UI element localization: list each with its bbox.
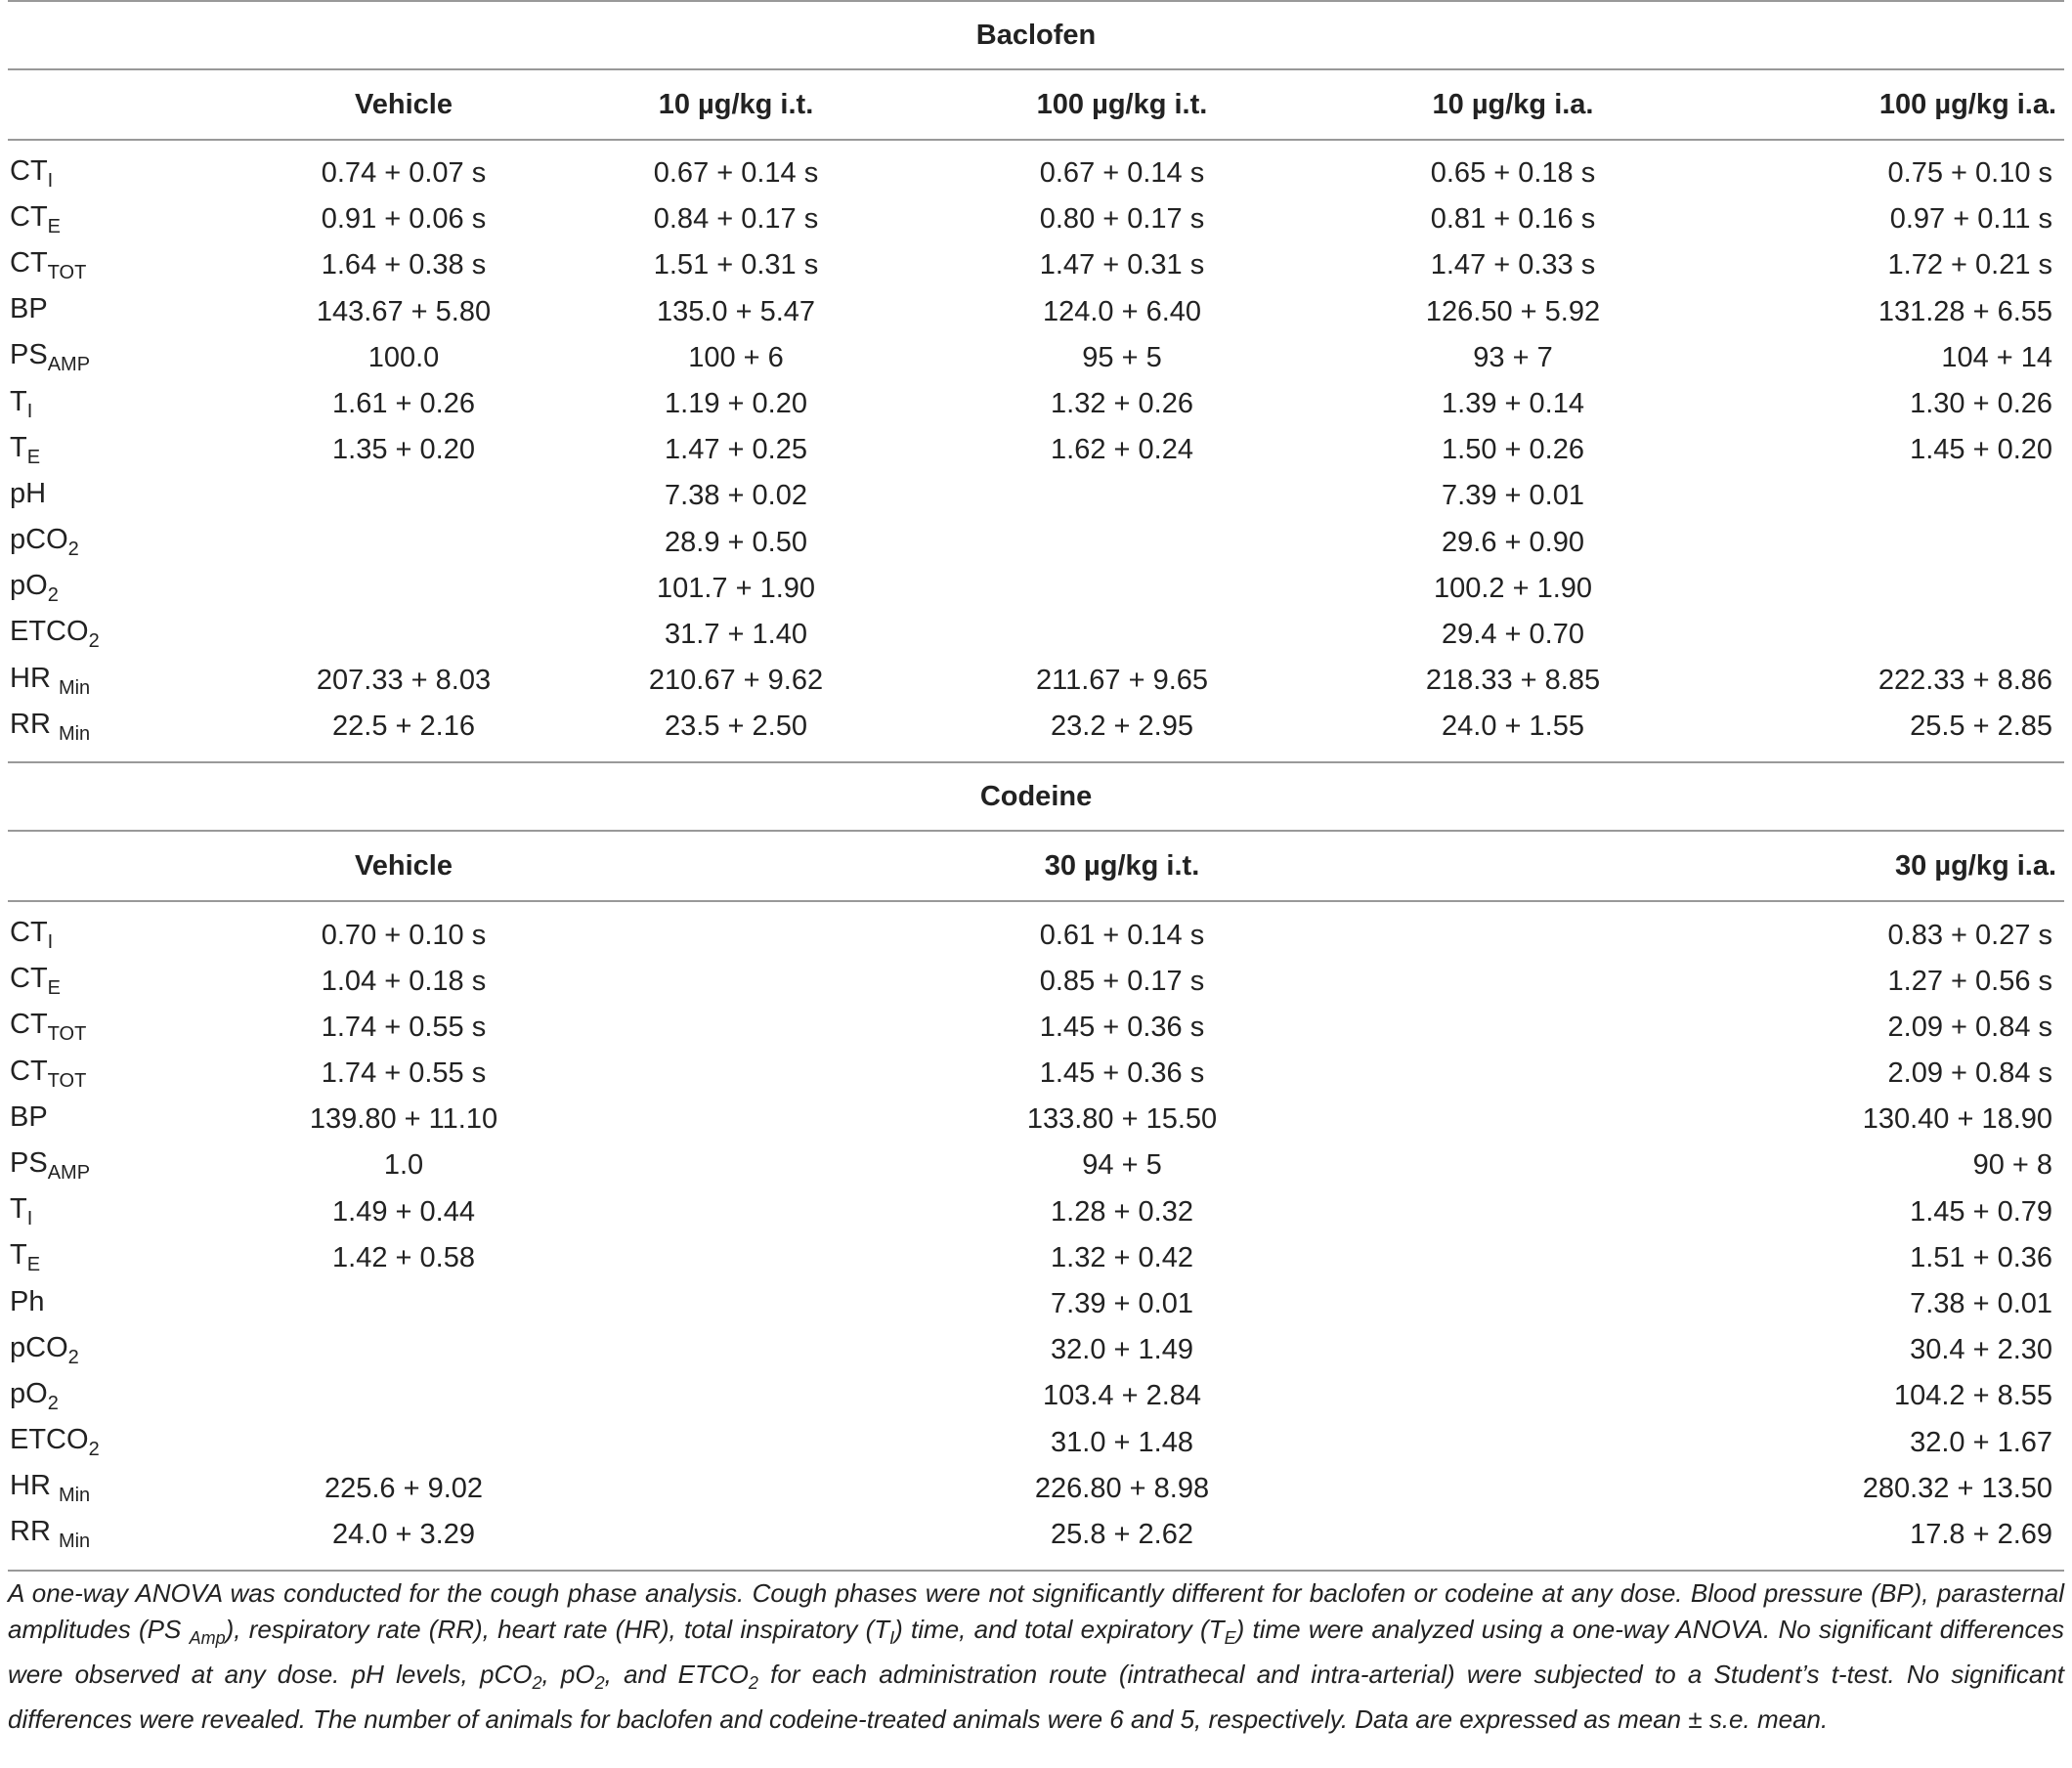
column-header [8, 831, 262, 901]
table-cell: 24.0 + 1.55 [1442, 711, 1584, 743]
footnote-subscript: 2 [748, 1673, 758, 1694]
table-cell: 207.33 + 8.03 [316, 665, 492, 697]
table-cell: 93 + 7 [1473, 341, 1553, 373]
table-cell: 218.33 + 8.85 [1425, 665, 1601, 697]
table-cell: 225.6 + 9.02 [324, 1472, 484, 1504]
table-cell: 94 + 5 [1082, 1149, 1162, 1182]
table-row [8, 1281, 2064, 1327]
row-label-text: CT [10, 200, 48, 233]
spacer [8, 901, 2064, 912]
row-label [8, 520, 262, 566]
table-cell [545, 1051, 927, 1097]
table-cell: 101.7 + 1.90 [656, 572, 816, 604]
table-row [8, 1420, 2064, 1466]
row-label-text: pO [10, 570, 48, 602]
table-row [8, 704, 2064, 750]
table-cell: 32.0 + 1.49 [1051, 1334, 1193, 1366]
table-cell [545, 1373, 927, 1419]
table-cell: 133.80 + 15.50 [1026, 1103, 1218, 1136]
table-row [8, 1189, 2064, 1235]
row-label-text: CT [10, 963, 48, 995]
table-cell: 1.51 + 0.36 [1910, 1241, 2053, 1273]
row-label-subscript: 2 [67, 1346, 79, 1368]
row-label-subscript: AMP [47, 354, 91, 376]
table-cell: 25.8 + 2.62 [1051, 1518, 1193, 1550]
row-label [8, 1235, 262, 1281]
row-label [8, 473, 262, 519]
table-cell: 1.74 + 0.55 s [321, 1057, 487, 1090]
table-cell: 131.28 + 6.55 [1878, 295, 2053, 327]
row-label-subscript: TOT [47, 261, 87, 283]
table-cell [262, 1373, 545, 1419]
row-label-text: CT [10, 1055, 48, 1087]
row-label-subscript: E [26, 1254, 41, 1276]
row-label-text: T [10, 1193, 27, 1226]
row-label-subscript: 2 [88, 630, 100, 653]
spacer [8, 140, 2064, 151]
table-cell: 210.67 + 9.62 [648, 665, 824, 697]
row-label-subscript: E [47, 977, 62, 1000]
row-label-text: HR [10, 1470, 59, 1502]
table-cell: 222.33 + 8.86 [1878, 665, 2053, 697]
table-cell: 7.38 + 0.01 [1910, 1288, 2053, 1320]
table-cell [1317, 1143, 1708, 1188]
table-row [8, 427, 2064, 473]
footnote-subscript: 2 [532, 1673, 542, 1694]
row-label [8, 196, 262, 242]
row-label-subscript: Min [58, 1485, 91, 1507]
table-cell: 1.28 + 0.32 [1051, 1195, 1193, 1228]
table-cell [262, 1281, 545, 1327]
table-cell [927, 566, 1317, 612]
row-label-text: PS [10, 339, 48, 371]
table-cell: 143.67 + 5.80 [316, 295, 492, 327]
row-label-subscript: I [47, 931, 54, 954]
table-cell: 22.5 + 2.16 [332, 711, 475, 743]
table-cell: 100.2 + 1.90 [1433, 572, 1593, 604]
table-cell: 1.19 + 0.20 [665, 388, 807, 420]
table-cell: 31.7 + 1.40 [665, 618, 807, 650]
table-cell: 1.61 + 0.26 [332, 388, 475, 420]
footnote-text: ), respiratory rate (RR), heart rate (HR), total inspiratory (T [225, 1615, 890, 1645]
table-cell: 30.4 + 2.30 [1910, 1334, 2053, 1366]
table-cell [1708, 566, 2064, 612]
column-header [545, 831, 927, 901]
table-cell [262, 1420, 545, 1466]
table-cell: 211.67 + 9.65 [1035, 665, 1209, 697]
table-cell: 29.4 + 0.70 [1442, 618, 1584, 650]
table-row [8, 566, 2064, 612]
row-label-subscript: 2 [88, 1439, 100, 1461]
spacer-row [8, 140, 2064, 151]
table-cell [1317, 1327, 1708, 1373]
footnote-subscript: I [889, 1628, 895, 1649]
section-divider [8, 750, 2064, 762]
table-cell: 2.09 + 0.84 s [1887, 1057, 2053, 1090]
table-cell: 1.47 + 0.25 [665, 434, 807, 466]
footnote-text: A one-way ANOVA was conducted for the cough phase analysis. Cough phases were not significantly different for baclofen or codeine at any dose. Blood pressure (BP), parasternal amplitudes (PS [8, 1578, 2064, 1645]
table-cell [545, 1143, 927, 1188]
row-label-subscript: TOT [47, 1023, 87, 1046]
table-cell: 1.27 + 0.56 s [1887, 965, 2053, 997]
table-cell [1317, 1281, 1708, 1327]
table-cell: 0.67 + 0.14 s [653, 157, 819, 190]
table-cell [1708, 612, 2064, 658]
table-cell: 124.0 + 6.40 [1042, 295, 1202, 327]
footnote-subscript: Amp [189, 1628, 226, 1649]
table-row [8, 1235, 2064, 1281]
spacer-row [8, 901, 2064, 912]
table-cell: 280.32 + 13.50 [1862, 1472, 2053, 1504]
row-label-text: CT [10, 917, 48, 949]
row-label-subscript: E [26, 446, 41, 468]
section-title: Codeine [8, 762, 2064, 831]
table-cell: 226.80 + 8.98 [1034, 1472, 1210, 1504]
table-cell [545, 1466, 927, 1512]
table-cell [545, 1512, 927, 1558]
column-header: Vehicle [262, 831, 545, 901]
row-label-subscript: I [26, 1208, 33, 1230]
row-label-text: CT [10, 154, 48, 187]
table-cell [545, 912, 927, 958]
row-label-text: Ph [10, 1285, 45, 1317]
table-cell [262, 612, 545, 658]
table-cell: 1.74 + 0.55 s [321, 1011, 487, 1043]
row-label [8, 381, 262, 427]
table-cell: 100.0 [367, 341, 440, 373]
table-cell: 1.45 + 0.36 s [1039, 1057, 1205, 1090]
row-label [8, 1512, 262, 1558]
table-cell [545, 1097, 927, 1143]
table-cell: 32.0 + 1.67 [1910, 1426, 2053, 1458]
divider [8, 1558, 2064, 1571]
table-cell: 1.35 + 0.20 [332, 434, 475, 466]
table-cell [545, 1189, 927, 1235]
baclofen-header-row [8, 69, 2064, 140]
table-row [8, 1097, 2064, 1143]
table-cell: 1.64 + 0.38 s [321, 249, 487, 281]
row-label-subscript: AMP [47, 1161, 91, 1184]
table-cell [545, 1235, 927, 1281]
footnote-text: ) time were analyzed using a one-way ANOVA. No significant differences were observed at any dose. pH levels, pCO [8, 1615, 2064, 1690]
table-cell: 7.38 + 0.02 [665, 480, 807, 512]
table-cell [927, 520, 1317, 566]
row-label-text: BP [10, 293, 48, 325]
row-label [8, 1281, 262, 1327]
table-cell [1317, 1466, 1708, 1512]
footnote-text: ) time, and total expiratory (T [894, 1615, 1225, 1645]
table-cell: 1.49 + 0.44 [332, 1195, 475, 1228]
table-cell: 1.47 + 0.31 s [1039, 249, 1205, 281]
table-row [8, 1143, 2064, 1188]
divider [8, 750, 2064, 762]
table-row [8, 473, 2064, 519]
table-cell: 135.0 + 5.47 [656, 295, 816, 327]
footnote-subscript: E [1224, 1628, 1236, 1649]
table-row [8, 381, 2064, 427]
table-cell: 1.50 + 0.26 [1442, 434, 1584, 466]
section-title: Baclofen [8, 1, 2064, 69]
table-cell: 90 + 8 [1972, 1149, 2053, 1182]
column-header: 10 µg/kg i.t. [545, 69, 927, 140]
table-cell: 17.8 + 2.69 [1910, 1518, 2053, 1550]
table-cell: 0.61 + 0.14 s [1039, 919, 1205, 951]
table-cell [545, 959, 927, 1005]
table-cell: 1.04 + 0.18 s [321, 965, 487, 997]
table-row [8, 1327, 2064, 1373]
baclofen-section-title [8, 1, 2064, 69]
row-label-text: pH [10, 477, 47, 509]
table-cell: 1.62 + 0.24 [1051, 434, 1193, 466]
row-label [8, 1189, 262, 1235]
table-cell: 95 + 5 [1082, 341, 1162, 373]
table-row [8, 1373, 2064, 1419]
table-cell [545, 1327, 927, 1373]
table-cell [545, 1281, 927, 1327]
row-label [8, 704, 262, 750]
row-label [8, 335, 262, 381]
table-cell: 130.40 + 18.90 [1862, 1103, 2053, 1136]
table-row [8, 151, 2064, 196]
row-label [8, 1143, 262, 1188]
row-label-text: T [10, 431, 27, 463]
table-cell [1317, 1373, 1708, 1419]
table-cell: 7.39 + 0.01 [1051, 1288, 1193, 1320]
row-label-subscript: Min [58, 676, 91, 699]
table-cell: 1.45 + 0.36 s [1039, 1011, 1205, 1043]
table-row [8, 520, 2064, 566]
table-cell: 28.9 + 0.50 [665, 526, 807, 558]
table-cell: 1.30 + 0.26 [1910, 388, 2053, 420]
table-cell: 1.42 + 0.58 [332, 1241, 475, 1273]
table-page [8, 0, 2064, 1738]
row-label [8, 959, 262, 1005]
column-header [1317, 831, 1708, 901]
table-cell: 2.09 + 0.84 s [1887, 1011, 2053, 1043]
table-cell: 1.0 [383, 1149, 424, 1182]
table-cell: 0.83 + 0.27 s [1887, 919, 2053, 951]
table-footnote [8, 1575, 2064, 1738]
row-label-subscript: I [26, 400, 33, 422]
table-row [8, 612, 2064, 658]
table-row [8, 1512, 2064, 1558]
column-header: 10 µg/kg i.a. [1317, 69, 1708, 140]
row-label [8, 427, 262, 473]
row-label [8, 242, 262, 288]
row-label [8, 912, 262, 958]
table-row [8, 1005, 2064, 1051]
row-label-subscript: 2 [47, 584, 59, 607]
row-label-text: PS [10, 1146, 48, 1179]
table-cell [1708, 473, 2064, 519]
table-cell [927, 473, 1317, 519]
table-bottom-rule [8, 1558, 2064, 1571]
row-label-subscript: I [47, 169, 54, 192]
footnote-text: , pO [541, 1660, 595, 1690]
table-cell: 0.91 + 0.06 s [321, 203, 487, 236]
table-cell: 0.67 + 0.14 s [1039, 157, 1205, 190]
row-label-text: pCO [10, 524, 68, 556]
table-cell [545, 1420, 927, 1466]
row-label-text: CT [10, 1009, 48, 1041]
row-label [8, 289, 262, 335]
table-cell: 1.32 + 0.42 [1051, 1241, 1193, 1273]
table-cell: 0.80 + 0.17 s [1039, 203, 1205, 236]
footnote-text: , and ETCO [604, 1660, 749, 1690]
table-cell: 0.74 + 0.07 s [321, 157, 487, 190]
codeine-section-title [8, 762, 2064, 831]
row-label-text: RR [10, 1516, 59, 1548]
results-table [8, 0, 2064, 1572]
table-cell [1317, 1420, 1708, 1466]
row-label [8, 1051, 262, 1097]
table-cell: 104.2 + 8.55 [1893, 1380, 2053, 1412]
table-cell [927, 612, 1317, 658]
row-label-subscript: 2 [67, 539, 79, 561]
table-row [8, 1466, 2064, 1512]
table-cell: 1.72 + 0.21 s [1887, 249, 2053, 281]
table-cell [1317, 1512, 1708, 1558]
table-cell [1317, 1189, 1708, 1235]
row-label [8, 1373, 262, 1419]
table-cell [262, 473, 545, 519]
row-label-text: T [10, 385, 27, 417]
row-label [8, 1327, 262, 1373]
codeine-header-row [8, 831, 2064, 901]
table-row [8, 242, 2064, 288]
table-cell [262, 520, 545, 566]
table-row [8, 959, 2064, 1005]
row-label [8, 1005, 262, 1051]
table-cell: 24.0 + 3.29 [332, 1518, 475, 1550]
table-row [8, 912, 2064, 958]
table-cell: 31.0 + 1.48 [1051, 1426, 1193, 1458]
row-label-subscript: Min [58, 1531, 91, 1553]
table-cell: 103.4 + 2.84 [1042, 1380, 1202, 1412]
table-cell: 23.5 + 2.50 [665, 711, 807, 743]
column-header: 100 µg/kg i.t. [927, 69, 1317, 140]
table-cell [545, 1005, 927, 1051]
row-label-text: pO [10, 1377, 48, 1409]
table-cell: 23.2 + 2.95 [1051, 711, 1193, 743]
row-label [8, 1466, 262, 1512]
table-cell: 0.65 + 0.18 s [1430, 157, 1596, 190]
row-label-subscript: 2 [47, 1392, 59, 1414]
row-label-text: HR [10, 662, 59, 694]
row-label-text: RR [10, 708, 59, 740]
column-header: Vehicle [262, 69, 545, 140]
table-cell [1317, 1097, 1708, 1143]
table-cell: 7.39 + 0.01 [1442, 480, 1584, 512]
table-cell: 0.84 + 0.17 s [653, 203, 819, 236]
table-cell [262, 566, 545, 612]
table-cell: 1.51 + 0.31 s [653, 249, 819, 281]
table-cell: 100 + 6 [688, 341, 784, 373]
table-cell: 104 + 14 [1941, 341, 2053, 373]
column-header: 30 µg/kg i.a. [1708, 831, 2064, 901]
table-cell: 1.45 + 0.20 [1910, 434, 2053, 466]
table-cell: 25.5 + 2.85 [1910, 711, 2053, 743]
row-label-text: T [10, 1239, 27, 1272]
table-cell: 0.97 + 0.11 s [1889, 203, 2053, 236]
table-cell: 1.47 + 0.33 s [1430, 249, 1596, 281]
row-label-subscript: E [47, 215, 62, 237]
row-label [8, 566, 262, 612]
table-row [8, 289, 2064, 335]
table-cell [262, 1327, 545, 1373]
table-cell [1317, 912, 1708, 958]
table-cell [1317, 1005, 1708, 1051]
table-cell: 0.85 + 0.17 s [1039, 965, 1205, 997]
row-label-text: BP [10, 1100, 48, 1133]
table-cell: 1.32 + 0.26 [1051, 388, 1193, 420]
table-cell [1317, 1235, 1708, 1281]
row-label [8, 658, 262, 704]
table-cell: 0.81 + 0.16 s [1430, 203, 1596, 236]
column-header [8, 69, 262, 140]
table-cell: 29.6 + 0.90 [1442, 526, 1584, 558]
column-header: 100 µg/kg i.a. [1708, 69, 2064, 140]
table-cell [1317, 959, 1708, 1005]
row-label-text: ETCO [10, 1424, 89, 1456]
table-cell: 1.45 + 0.79 [1910, 1195, 2053, 1228]
table-cell: 126.50 + 5.92 [1425, 295, 1601, 327]
row-label [8, 612, 262, 658]
table-cell [1708, 520, 2064, 566]
table-cell: 1.39 + 0.14 [1442, 388, 1584, 420]
row-label-subscript: TOT [47, 1069, 87, 1092]
table-row [8, 658, 2064, 704]
column-header: 30 µg/kg i.t. [927, 831, 1317, 901]
row-label [8, 1097, 262, 1143]
table-row [8, 1051, 2064, 1097]
table-cell: 139.80 + 11.10 [309, 1103, 498, 1136]
row-label-text: CT [10, 246, 48, 279]
table-cell: 0.70 + 0.10 s [321, 919, 487, 951]
footnote-subscript: 2 [594, 1673, 605, 1694]
row-label-text: pCO [10, 1331, 68, 1363]
footnote-text: for each administration route (intrathecal and intra-arterial) were subjected to a Student’s t-test. No significant differences were revealed. The number of animals for baclofen and codeine-treated animals were 6 and 5, respectively. Data are expressed as mean ± s.e. mean. [8, 1660, 2065, 1735]
row-label-text: ETCO [10, 616, 89, 648]
row-label [8, 1420, 262, 1466]
table-cell: 0.75 + 0.10 s [1887, 157, 2053, 190]
row-label-subscript: Min [58, 722, 91, 745]
table-cell [1317, 1051, 1708, 1097]
table-row [8, 196, 2064, 242]
table-row [8, 335, 2064, 381]
row-label [8, 151, 262, 196]
